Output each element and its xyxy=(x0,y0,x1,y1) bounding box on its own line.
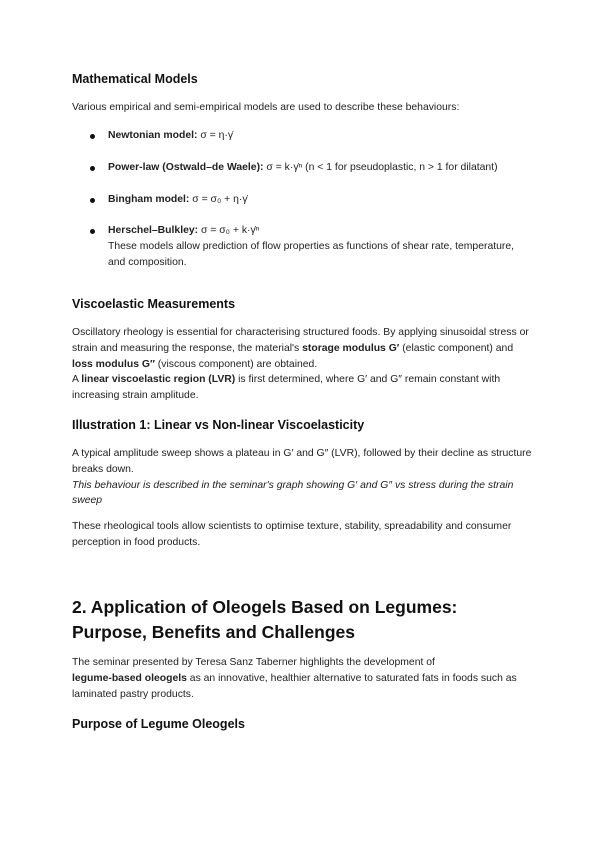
list-item: Herschel–Bulkley: σ = σ₀ + k·γ̇ⁿ These models allow prediction of flow properties as functions of shear rate, temperature, and composition. xyxy=(72,223,532,270)
list-item: Power-law (Ostwald–de Waele): σ = k·γ̇ⁿ (n < 1 for pseudoplastic, n > 1 for dilatant) xyxy=(72,160,532,176)
models-intro: Various empirical and semi-empirical models are used to describe these behaviours: xyxy=(72,102,460,113)
list-item: Bingham model: σ = σ₀ + η·γ̇ xyxy=(72,192,532,208)
illustration-heading: Illustration 1: Linear vs Non-linear Viscoelasticity xyxy=(72,418,365,432)
bullet-icon xyxy=(90,198,95,203)
mathematical-models-heading: Mathematical Models xyxy=(72,72,198,86)
bullet-icon xyxy=(90,166,95,171)
section-2-paragraph: The seminar presented by Teresa Sanz Taberner highlights the development of legume-based oleogels as an innovative, healthier alternative to saturated fats in foods such as laminated pastry products. xyxy=(72,657,517,700)
section-2-title: 2. Application of Oleogels Based on Legumes: Purpose, Benefits and Challenges xyxy=(72,597,458,642)
viscoelastic-heading: Viscoelastic Measurements xyxy=(72,297,236,311)
bullet-icon xyxy=(90,134,95,139)
rheology-tools-paragraph: These rheological tools allow scientists to optimise texture, stability, spreadability and consumer perception in food products. xyxy=(72,521,512,548)
purpose-heading: Purpose of Legume Oleogels xyxy=(72,717,245,731)
bullet-icon xyxy=(90,229,95,234)
illustration-paragraph: A typical amplitude sweep shows a plateau in G′ and G″ (LVR), followed by their decline as structure breaks down. This behaviour is described in the seminar's graph showing G′ and G″ vs stress during the strain sweep xyxy=(72,448,532,507)
list-item: Newtonian model: σ = η·γ̇ xyxy=(72,128,532,144)
models-list xyxy=(72,128,532,271)
illustration-italic-note: This behaviour is described in the seminar's graph showing G′ and G″ vs stress during the strain sweep xyxy=(72,479,514,507)
viscoelastic-paragraph: Oscillatory rheology is essential for characterising structured foods. By applying sinusoidal stress or strain and measuring the response, the material's storage modulus G′ (elastic component) and loss modulus G″ (viscous component) are obtained. A linear viscoelastic region (LVR) is first determined, where G′ and G″ remain constant with increasing strain amplitude. xyxy=(72,327,529,402)
models-note: These models allow prediction of flow properties as functions of shear rate, temperature, and composition. xyxy=(108,241,515,268)
